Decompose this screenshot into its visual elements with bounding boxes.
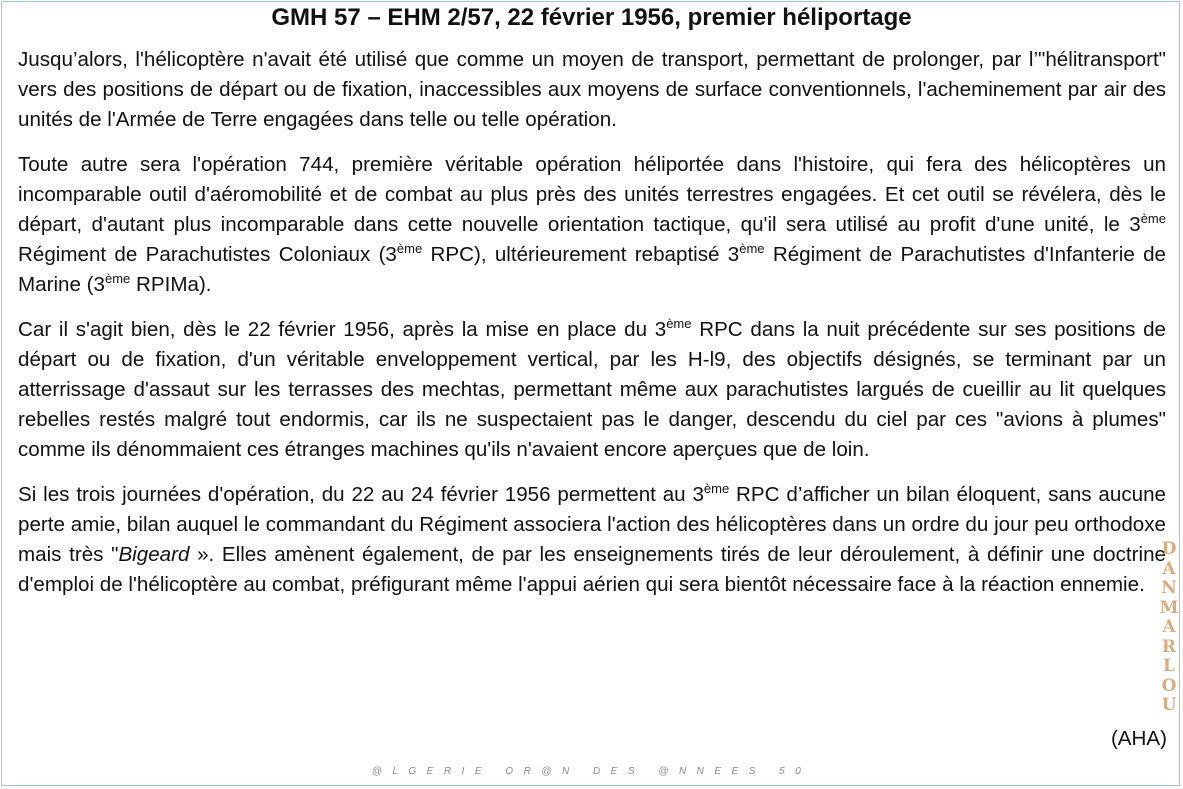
paragraph-4-text: ». Elles amènent également, de par les enseignements tirés de leur déroulement, à définir une doctrine d'emploi de l'hélicoptère au combat, préfigurant même l'appui aérien qui sera bientôt nécessaire face à la réaction ennemie. [18,543,1166,596]
article-body [18,45,1166,615]
signature: (AHA) [1110,727,1167,750]
ordinal-superscript: ème [703,481,730,496]
paragraph-2-text: RPC), ultérieurement rebaptisé 3 [422,243,740,266]
paragraph-4-italic-name: Bigeard [118,543,190,566]
ordinal-superscript: ème [739,241,765,256]
footer-credit: @LGERIE OR@N DES @NNEES 50 [371,766,812,777]
paragraph-2-text: Régiment de Parachutistes d'Infanterie de Marine (3 [18,243,1166,296]
paragraph-4 [18,480,1166,600]
paragraph-2-text: RPIMa). [130,273,212,296]
paragraph-3-text: RPC dans la nuit précédente sur ses positions de départ ou de fixation, d'un véritable enveloppement vertical, par les H-l9, des objectifs désignés, se terminant par un atterrissage d'assaut sur les terrasses des mechtas, permettant même aux parachutistes largués de cueillir au lit quelques rebelles restés malgré tout endormis, car ils ne suspectaient pas le danger, descendu du ciel par ces "avions à plumes" comme ils dénommaient ces étranges machines qu'ils n'avaient encore aperçues que de loin. [18,318,1166,461]
paragraph-2 [18,150,1166,300]
paragraph-4-text: Si les trois journées d'opération, du 22 au 24 février 1956 permettent au 3 [18,483,704,506]
paragraph-2-text: Toute autre sera l'opération 744, première véritable opération héliportée dans l'histoire, qui fera des hélicoptères un incomparable outil d'aéromobilité et de combat au plus près des unités terrestres engagées. Et cet outil se révélera, dès le départ, d'autant plus incomparable dans cette nouvelle orientation tactique, qu'il sera utilisé au profit d'une unité, le 3 [18,153,1166,236]
paragraph-2-text: Régiment de Parachutistes Coloniaux (3 [18,243,397,266]
paragraph-4-text: RPC d’afficher un bilan éloquent, sans aucune perte amie, bilan auquel le commandant du Régiment associera l'action des hélicoptères dans un ordre du jour peu orthodoxe mais très " [18,483,1166,566]
paragraph-3 [18,315,1166,465]
ordinal-superscript: ème [396,241,423,256]
paragraph-1: Jusqu’alors, l'hélicoptère n'avait été utilisé que comme un moyen de transport, permettant de prolonger, par l’"hélitransport" vers des positions de départ ou de fixation, inaccessibles aux moyens de surface conventionnels, l'acheminement par air des unités de l'Armée de Terre engagées dans telle ou telle opération. [18,48,1166,131]
ordinal-superscript: ème [104,271,131,286]
paragraph-3-text: Car il s'agit bien, dès le 22 février 1956, après la mise en place du 3 [18,318,667,341]
ordinal-superscript: ème [1140,211,1166,226]
page-title: GMH 57 – EHM 2/57, 22 février 1956, premier héliportage [271,4,912,31]
vertical-watermark: DANMARLOU [1159,539,1179,715]
ordinal-superscript: ème [666,316,692,331]
